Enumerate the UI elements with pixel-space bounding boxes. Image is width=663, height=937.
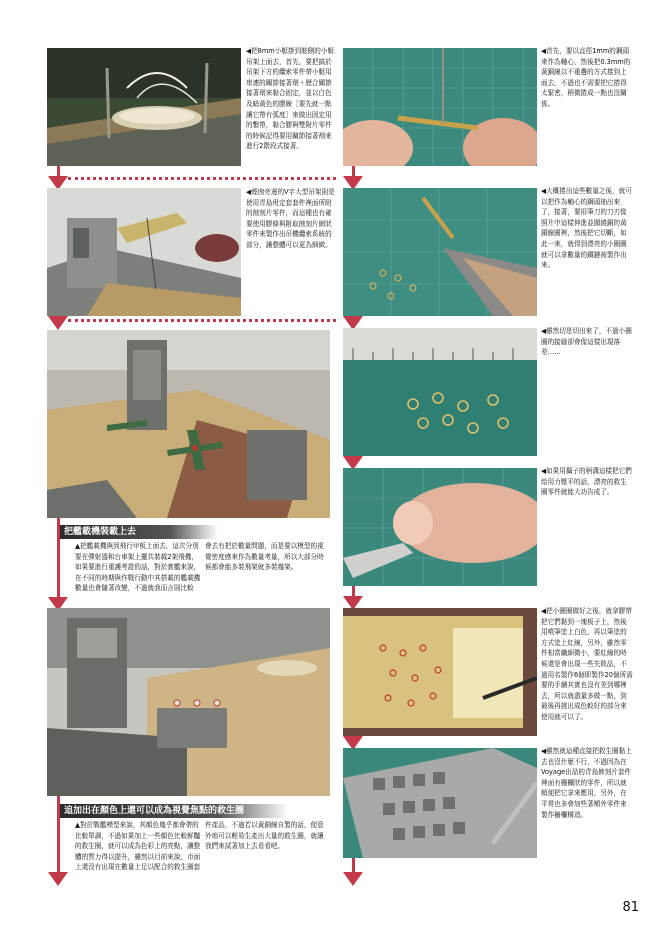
photo-etched-railing [343,748,537,858]
caption-lifeboat: ◀把8mm小艇掛到舷側的小艇吊架上面去，首先，要把搞於吊架下方的纜索零件帶小艇用串連的關節接著劑＋歷合關節接著劑來黏合固定，並以白色及暗黃色的膠線［要先就一點讓它帶有弧度］來做出固定用的繫帶，黏合膠與雙附片零件的時候記得要用關節接著劑來進行2階段式接著。 [246,47,335,151]
photo-paint-rings [343,608,537,736]
divider-dots [68,319,336,322]
caption-coil-wire: ◀首先，要以直徑1mm的鋼頭來作為軸心，然後把0.3mm的黃銅線以不重疊的方式捲到上面去，不過也不需要把它捲得太緊密，稍微捲成一點也沒關係。 [541,47,631,108]
photo-press-flat [343,468,537,586]
flow-line [57,518,60,600]
caption-v-crane: ◀煙囪旁邊的V字大型吊架則是使用青島甩定套套件裡面所附的蝕刻片零件，而這種也有確要使用膠條與附取蝕刻片網狀零件來製作出吊機纜索系統的部分，讓整體可以更為細緻。 [246,188,335,249]
caption-press-flat: ◀如果用攝子的柄溝這樣把它們給用力壓平的話，漂亮的救生圈零件就能大功告成了。 [541,467,632,497]
photo-lifeboat-davits [47,48,241,166]
body-lifebuoys-2: 件產品，不過若以黃銅線自製的話，便意外地可以輕易生產出大量的救生圈，就讓我們來試著加上去看看吧。 [205,821,324,851]
page-number: 81 [622,900,639,915]
caption-etched-railing: ◀雖然就這種直接把救生圈黏上去也沒什麼不行，不過因為在Voyage出品的青島蝕刻片套件裡面有栅欄狀的零件，所以就順便把它拿來應用，另外，在平常也多會加些著額外零件來製作柵欄構造。 [541,747,632,819]
down-arrow-icon [48,872,68,886]
flow-line [57,796,60,876]
section-heading-aircraft: 把艦載機裝載上去 [60,525,218,539]
body-lifebuoys-1: ▲對於戰艦模型來說，其顏色幾乎都會帶的比較單調，不過如果加上一些顏色比較鮮豔的救生圈，就可以成為色彩上的亮點，讓整體的質力得以提升，雖然以目前來說，市面上還沒有出現在數量上足以配合的救生圈套 [75,821,201,872]
caption-paint-rings: ◀把小圈圈做好之後，就拿膠帶把它們黏到一塊板子上，然後用噴筆塗上白色，再以筆塗的方式塗上紅線，另外，雖然零件相當纖細微小，要紅線的時候還是會出現一些失敗品，不過用名製作6個即製作20個所需要的手續其實也沒有差到哪裡去，所以就盡量多做一點，到最後再挑出成色較好的部分來使用就可以了。 [541,607,633,721]
photo-cut-rings [343,188,537,316]
photo-bridge-lifebuoys [47,608,330,796]
down-arrow-icon [48,316,68,330]
caption-ring-gaps: ◀雖然切是切出來了，不過小圈圈的接縫卻會像這樣出現落差…… [541,327,632,357]
caption-cut-rings: ◀大概捲出這些數量之後，就可以把作為軸心的鋼頭抽出來了，接著，要用筆刀的刀刃像照片中這樣伸進並圍繞銅的黃銅線圈裡，然後把它切斷，如此一來，就得到漂亮的小圈圈就可以拿數量的鐵鏈被製作出來。 [541,187,632,270]
photo-aircraft-deck [47,330,330,518]
photo-v-crane [47,188,241,316]
body-aircraft-1: ▲把艦載機與到飛行甲板上面去，這次分別要在彈射器和台車架上擺共裝載2架飛機，如果要進行重護考證的話，對於實艦來說，在不同的時期與作戰行動中其搭載的艦載機數量也會隨著改變，不過就我而言則比較 [75,542,201,593]
down-arrow-icon [343,872,363,886]
photo-ring-gaps [343,328,537,456]
section-heading-lifebuoys: 追加出在顏色上還可以成為視覺焦點的救生圈 [60,804,288,818]
divider-dots [68,177,336,180]
photo-coil-wire [343,48,537,166]
body-aircraft-2: 會去有把於數量問題，而是要以模型的視覺密度感來作為數量考量，所以大部分時候都會能多裝飛架就多裝幾架。 [205,542,324,572]
